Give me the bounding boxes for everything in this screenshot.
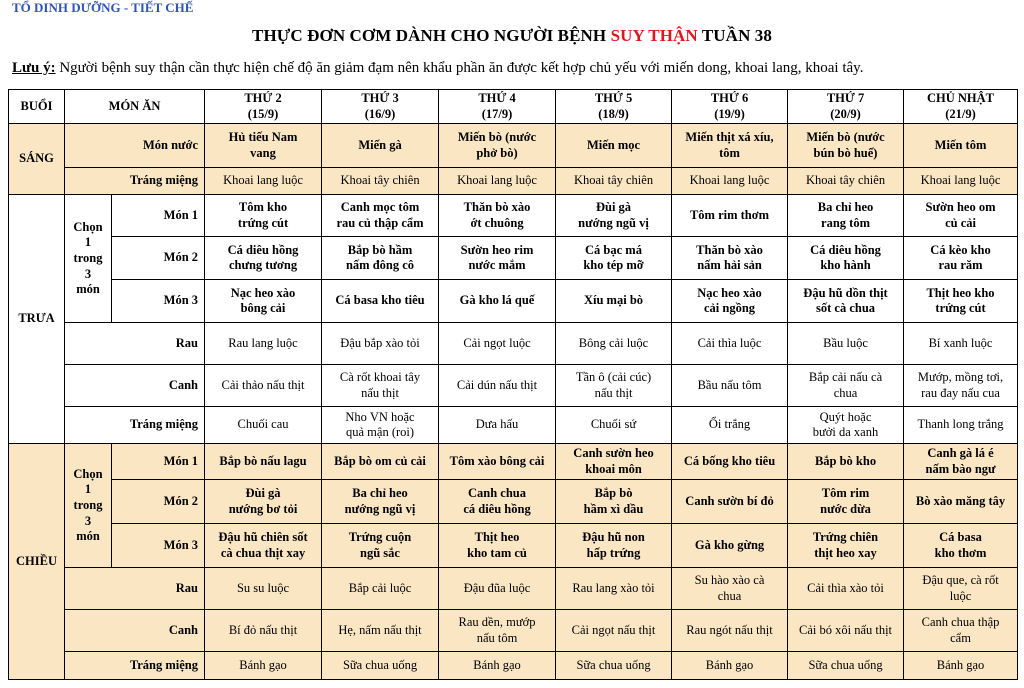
- menu-cell: Bắp bò nấu lagu: [205, 444, 322, 480]
- chieu-canh-row: [9, 610, 1018, 652]
- row-label: Tráng miệng: [65, 652, 205, 680]
- menu-cell: Tôm xào bông cải: [439, 444, 556, 480]
- menu-cell: Cà rốt khoai tây nấu thịt: [322, 365, 439, 407]
- menu-cell: Canh mọc tôm rau củ thập cẩm: [322, 195, 439, 237]
- choice-note: Chọn 1 trong 3 món: [65, 444, 112, 568]
- row-label: Canh: [65, 365, 205, 407]
- menu-cell: Nạc heo xào cải ngồng: [672, 280, 788, 323]
- menu-cell: Rau ngót nấu thịt: [672, 610, 788, 652]
- menu-cell: Khoai tây chiên: [556, 168, 672, 195]
- chieu-mon3-row: [9, 524, 1018, 568]
- row-label: Món 3: [112, 524, 205, 568]
- menu-cell: Cải dún nấu thịt: [439, 365, 556, 407]
- row-label: Món 1: [112, 195, 205, 237]
- menu-cell: Trứng cuộn ngũ sắc: [322, 524, 439, 568]
- trua-mon2-row: [9, 237, 1018, 280]
- menu-cell: Ổi trắng: [672, 407, 788, 444]
- menu-cell: Cải thìa xào tỏi: [788, 568, 904, 610]
- menu-cell: Bắp cải nấu cà chua: [788, 365, 904, 407]
- menu-cell: Cải thìa luộc: [672, 323, 788, 365]
- day-header: THỨ 5 (18/9): [556, 90, 672, 124]
- row-label: Rau: [65, 568, 205, 610]
- chieu-rau-row: [9, 568, 1018, 610]
- menu-cell: Bánh gạo: [904, 652, 1018, 680]
- menu-cell: Nạc heo xào bông cải: [205, 280, 322, 323]
- menu-cell: Dưa hấu: [439, 407, 556, 444]
- menu-cell: Miến tôm: [904, 124, 1018, 168]
- menu-cell: Bắp bò hầm nấm đông cô: [322, 237, 439, 280]
- menu-table: [8, 89, 1018, 680]
- menu-cell: Đùi gà nướng ngũ vị: [556, 195, 672, 237]
- menu-cell: Quýt hoặc bưởi da xanh: [788, 407, 904, 444]
- menu-cell: Miến gà: [322, 124, 439, 168]
- menu-cell: Bông cải luộc: [556, 323, 672, 365]
- menu-cell: Thanh long trắng: [904, 407, 1018, 444]
- col-buoi: BUỔI: [9, 90, 65, 124]
- row-label: Tráng miệng: [65, 407, 205, 444]
- menu-cell: Gà kho gừng: [672, 524, 788, 568]
- menu-cell: Bánh gạo: [672, 652, 788, 680]
- menu-cell: Canh chua cá diêu hồng: [439, 480, 556, 524]
- menu-cell: Trứng chiên thịt heo xay: [788, 524, 904, 568]
- menu-cell: Bầu luộc: [788, 323, 904, 365]
- menu-cell: Hủ tiếu Nam vang: [205, 124, 322, 168]
- menu-cell: Tần ô (cải cúc) nấu thịt: [556, 365, 672, 407]
- row-label: Món 3: [112, 280, 205, 323]
- row-label: Rau: [65, 323, 205, 365]
- menu-cell: Bí đỏ nấu thịt: [205, 610, 322, 652]
- menu-cell: Cá kèo kho rau răm: [904, 237, 1018, 280]
- menu-cell: Miến bò (nước bún bò huế): [788, 124, 904, 168]
- row-label: Canh: [65, 610, 205, 652]
- menu-cell: Thăn bò xào nấm hải sản: [672, 237, 788, 280]
- menu-cell: Cá bạc má kho tép mỡ: [556, 237, 672, 280]
- note-text: Người bệnh suy thận cần thực hiện chế độ ăn giảm đạm nên khẩu phần ăn được kết hợp chủ yếu với miến dong, khoai lang, khoai tây.: [55, 60, 864, 76]
- menu-cell: Bắp bò kho: [788, 444, 904, 480]
- menu-cell: Bánh gạo: [439, 652, 556, 680]
- row-label: Món 2: [112, 237, 205, 280]
- menu-cell: Khoai lang luộc: [205, 168, 322, 195]
- day-header: THỨ 4 (17/9): [439, 90, 556, 124]
- menu-cell: Rau dền, mướp nấu tôm: [439, 610, 556, 652]
- menu-cell: Thăn bò xào ớt chuông: [439, 195, 556, 237]
- page-title: [0, 26, 1024, 46]
- day-header: THỨ 3 (16/9): [322, 90, 439, 124]
- menu-cell: Chuối cau: [205, 407, 322, 444]
- trua-mon3-row: [9, 280, 1018, 323]
- menu-cell: Cá basa kho tiêu: [322, 280, 439, 323]
- header-row: [9, 90, 1018, 124]
- menu-cell: Đùi gà nướng bơ tỏi: [205, 480, 322, 524]
- menu-cell: Đậu hũ chiên sốt cà chua thịt xay: [205, 524, 322, 568]
- chieu-mon1-row: [9, 444, 1018, 480]
- menu-cell: Tôm kho trứng cút: [205, 195, 322, 237]
- menu-cell: Sữa chua uống: [556, 652, 672, 680]
- title-prefix: THỰC ĐƠN CƠM DÀNH CHO NGƯỜI BỆNH: [252, 26, 611, 45]
- org-name: TỔ DINH DƯỠNG - TIẾT CHẾ: [12, 0, 194, 15]
- session-label-sang: SÁNG: [9, 124, 65, 195]
- menu-cell: Bầu nấu tôm: [672, 365, 788, 407]
- day-header: CHỦ NHẬT (21/9): [904, 90, 1018, 124]
- menu-cell: Tôm rim nước dừa: [788, 480, 904, 524]
- menu-cell: Bò xào măng tây: [904, 480, 1018, 524]
- session-label-trua: TRƯA: [9, 195, 65, 444]
- menu-cell: Cá diêu hồng kho hành: [788, 237, 904, 280]
- menu-cell: Bắp cải luộc: [322, 568, 439, 610]
- menu-cell: Nho VN hoặc quả mận (roi): [322, 407, 439, 444]
- row-label: Tráng miệng: [65, 168, 205, 195]
- menu-cell: Sữa chua uống: [788, 652, 904, 680]
- menu-cell: Tôm rim thơm: [672, 195, 788, 237]
- menu-cell: Canh chua thập cẩm: [904, 610, 1018, 652]
- menu-cell: Cá bống kho tiêu: [672, 444, 788, 480]
- menu-cell: Cải ngọt nấu thịt: [556, 610, 672, 652]
- title-suffix: TUẦN 38: [697, 26, 772, 45]
- menu-cell: Ba chỉ heo rang tôm: [788, 195, 904, 237]
- menu-cell: Cải thảo nấu thịt: [205, 365, 322, 407]
- chieu-trang-mieng-row: [9, 652, 1018, 680]
- menu-cell: Bắp bò hầm xì dầu: [556, 480, 672, 524]
- menu-cell: Rau lang luộc: [205, 323, 322, 365]
- menu-cell: Khoai lang luộc: [904, 168, 1018, 195]
- menu-cell: Xíu mại bò: [556, 280, 672, 323]
- row-label: Món nước: [65, 124, 205, 168]
- menu-cell: Khoai lang luộc: [672, 168, 788, 195]
- menu-cell: Đậu que, cà rốt luộc: [904, 568, 1018, 610]
- menu-cell: Bí xanh luộc: [904, 323, 1018, 365]
- menu-cell: Thịt heo kho trứng cút: [904, 280, 1018, 323]
- menu-cell: Canh sườn bí đỏ: [672, 480, 788, 524]
- menu-cell: Bánh gạo: [205, 652, 322, 680]
- menu-cell: Cá basa kho thơm: [904, 524, 1018, 568]
- trua-canh-row: [9, 365, 1018, 407]
- day-header: THỨ 2 (15/9): [205, 90, 322, 124]
- menu-cell: Khoai lang luộc: [439, 168, 556, 195]
- menu-cell: Rau lang xào tỏi: [556, 568, 672, 610]
- sang-mon-nuoc-row: [9, 124, 1018, 168]
- menu-cell: Sữa chua uống: [322, 652, 439, 680]
- menu-cell: Đậu đũa luộc: [439, 568, 556, 610]
- menu-cell: Hẹ, nấm nấu thịt: [322, 610, 439, 652]
- menu-cell: Ba chỉ heo nướng ngũ vị: [322, 480, 439, 524]
- menu-cell: Mướp, mồng tơi, rau đay nấu cua: [904, 365, 1018, 407]
- choice-note: Chọn 1 trong 3 món: [65, 195, 112, 323]
- menu-cell: Cá diêu hồng chưng tương: [205, 237, 322, 280]
- trua-mon1-row: [9, 195, 1018, 237]
- menu-cell: Sườn heo om củ cải: [904, 195, 1018, 237]
- menu-cell: Su hào xào cà chua: [672, 568, 788, 610]
- menu-cell: Đậu hũ dồn thịt sốt cà chua: [788, 280, 904, 323]
- menu-cell: Thịt heo kho tam củ: [439, 524, 556, 568]
- menu-cell: Canh gà lá é nấm bào ngư: [904, 444, 1018, 480]
- title-highlight: SUY THẬN: [610, 26, 698, 45]
- note: [12, 60, 863, 77]
- menu-cell: Gà kho lá quế: [439, 280, 556, 323]
- session-label-chieu: CHIỀU: [9, 444, 65, 680]
- menu-cell: Canh sườn heo khoai môn: [556, 444, 672, 480]
- menu-cell: Bắp bò om củ cải: [322, 444, 439, 480]
- note-label: Lưu ý:: [12, 60, 56, 76]
- menu-cell: Miến thịt xá xíu, tôm: [672, 124, 788, 168]
- trua-rau-row: [9, 323, 1018, 365]
- menu-cell: Đậu bắp xào tỏi: [322, 323, 439, 365]
- menu-cell: Su su luộc: [205, 568, 322, 610]
- menu-cell: Khoai tây chiên: [322, 168, 439, 195]
- chieu-mon2-row: [9, 480, 1018, 524]
- menu-cell: Chuối sứ: [556, 407, 672, 444]
- trua-trang-mieng-row: [9, 407, 1018, 444]
- menu-cell: Khoai tây chiên: [788, 168, 904, 195]
- menu-cell: Cải ngọt luộc: [439, 323, 556, 365]
- row-label: Món 1: [112, 444, 205, 480]
- menu-cell: Sườn heo rim nước mắm: [439, 237, 556, 280]
- menu-cell: Miến bò (nước phở bò): [439, 124, 556, 168]
- menu-cell: Miến mọc: [556, 124, 672, 168]
- col-mon-an: MÓN ĂN: [65, 90, 205, 124]
- menu-cell: Đậu hũ non hấp trứng: [556, 524, 672, 568]
- menu-cell: Cải bó xôi nấu thịt: [788, 610, 904, 652]
- row-label: Món 2: [112, 480, 205, 524]
- day-header: THỨ 6 (19/9): [672, 90, 788, 124]
- sang-trang-mieng-row: [9, 168, 1018, 195]
- day-header: THỨ 7 (20/9): [788, 90, 904, 124]
